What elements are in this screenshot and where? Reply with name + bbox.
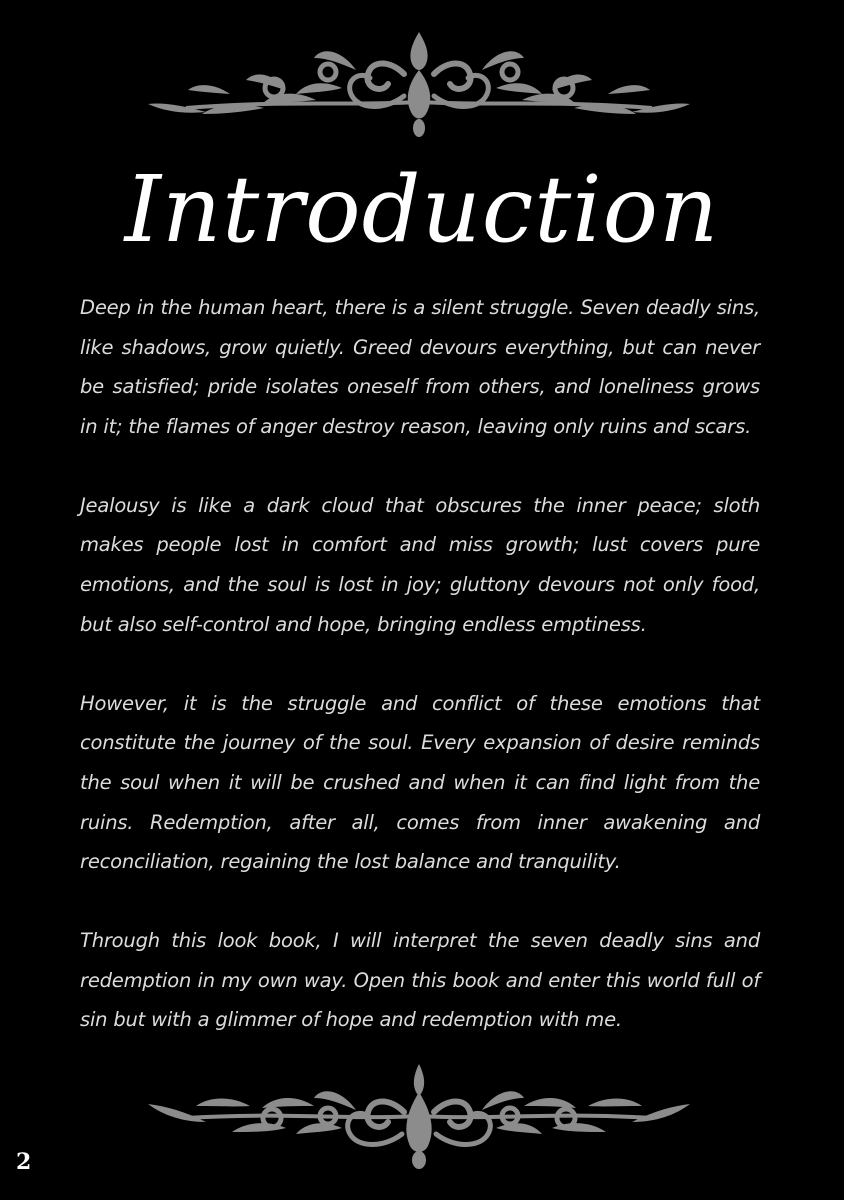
page-number: 2	[16, 1149, 32, 1175]
bottom-flourish-ornament-icon	[146, 1062, 692, 1170]
page-title: Introduction	[124, 156, 720, 263]
paragraph: However, it is the struggle and conflict of these emotions that constitute the journey of the soul. Every expansion of desire reminds the soul when it will be crushed and when it can find light from the ruins. Redemption, after all, comes from inner awakening and reconciliation, regaining the lost balance and tranquility.	[80, 691, 760, 874]
paragraph: Jealousy is like a dark cloud that obscures the inner peace; sloth makes people lost in comfort and miss growth; lust covers pure emotions, and the soul is lost in joy; gluttony devours not only food, but also self-control and hope, bringing endless emptiness.	[80, 493, 760, 636]
paragraph: Deep in the human heart, there is a silent struggle. Seven deadly sins, like shadows, grow quietly. Greed devours everything, but can never be satisfied; pride isolates oneself from others, and loneliness grows in it; the flames of anger destroy reason, leaving only ruins and scars.	[80, 296, 760, 438]
top-flourish-ornament-icon	[146, 30, 692, 138]
paragraph: Through this look book, I will interpret the seven deadly sins and redemption in my own way. Open this book and enter this world full of sin but with a glimmer of hope and redemption with me.	[80, 929, 760, 1032]
body-text	[80, 288, 760, 1080]
